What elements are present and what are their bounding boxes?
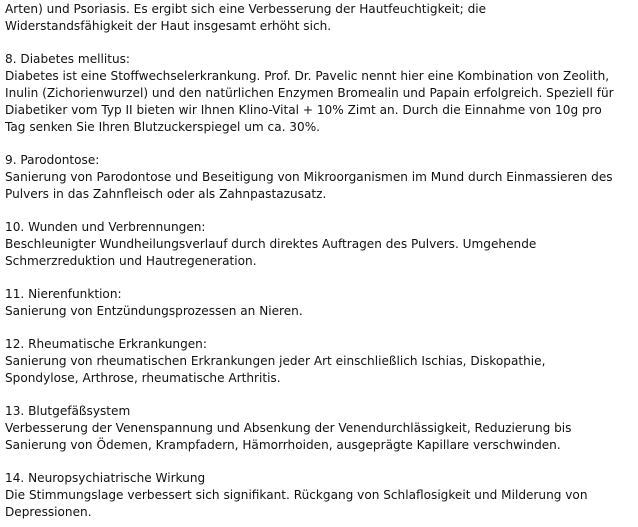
paragraph-gap [5,320,635,336]
section-heading: 10. Wunden und Verbrennungen: [5,220,206,234]
section-line: Sanierung von Ödemen, Krampfadern, Hämorrhoiden, ausgeprägte Kapillare verschwinden. [5,438,561,452]
section-line: Spondylose, Arthrose, rheumatische Arthritis. [5,371,281,385]
paragraph-gap [5,454,635,470]
section-line: Sanierung von Parodontose und Beseitigung von Mikroorganismen im Mund durch Einmassieren des [5,170,613,184]
paragraph-gap [5,270,635,286]
paragraph-gap [5,136,635,152]
section-line: Sanierung von rheumatischen Erkrankungen jeder Art einschließlich Ischias, Diskopathie, [5,354,546,368]
section-heading: 8. Diabetes mellitus: [5,52,130,66]
paragraph-gap [5,203,635,219]
paragraph-gap [5,387,635,403]
intro-line: Widerstandsfähigkeit der Haut insgesamt erhöht sich. [5,19,332,33]
section-line: Depressionen. [5,505,92,519]
section-line: Sanierung von Entzündungsprozessen an Nieren. [5,304,303,318]
section-diabetes [5,51,635,136]
section-line: Die Stimmungslage verbessert sich signifikant. Rückgang von Schlaflosigkeit und Milderung von [5,488,588,502]
section-line: Pulvers in das Zahnfleisch oder als Zahnpastazusatz. [5,187,327,201]
section-line: Inulin (Zichorienwurzel) und den natürlichen Enzymen Bromealin und Papain erfolgreich. Speziell für [5,86,614,100]
section-blutgefaesse [5,403,635,454]
section-line: Verbesserung der Venenspannung und Absenkung der Venendurchlässigkeit, Reduzierung bis [5,421,572,435]
section-wunden [5,219,635,270]
section-parodontose [5,152,635,203]
section-neuropsychiatrisch [5,470,635,521]
section-heading: 9. Parodontose: [5,153,100,167]
section-heading: 14. Neuropsychiatrische Wirkung [5,471,206,485]
section-line: Tag senken Sie Ihren Blutzuckerspiegel um ca. 30%. [5,120,321,134]
section-heading: 13. Blutgefäßsystem [5,404,131,418]
section-heading: 11. Nierenfunktion: [5,287,122,301]
section-rheuma [5,336,635,387]
section-line: Beschleunigter Wundheilungsverlauf durch direktes Auftragen des Pulvers. Umgehende [5,237,537,251]
intro-paragraph [5,1,635,35]
section-line: Diabetes ist eine Stoffwechselerkrankung. Prof. Dr. Pavelic nennt hier eine Kombination von Zeolith, [5,69,610,83]
section-line: Diabetiker vom Typ II bieten wir Ihnen Klino-Vital + 10% Zimt an. Durch die Einnahme von 10g pro [5,103,602,117]
section-line: Schmerzreduktion und Hautregeneration. [5,254,257,268]
section-nierenfunktion [5,286,635,320]
section-heading: 12. Rheumatische Erkrankungen: [5,337,207,351]
intro-line: Arten) und Psoriasis. Es ergibt sich eine Verbesserung der Hautfeuchtigkeit; die [5,2,487,16]
document-body [5,1,635,521]
paragraph-gap [5,35,635,51]
